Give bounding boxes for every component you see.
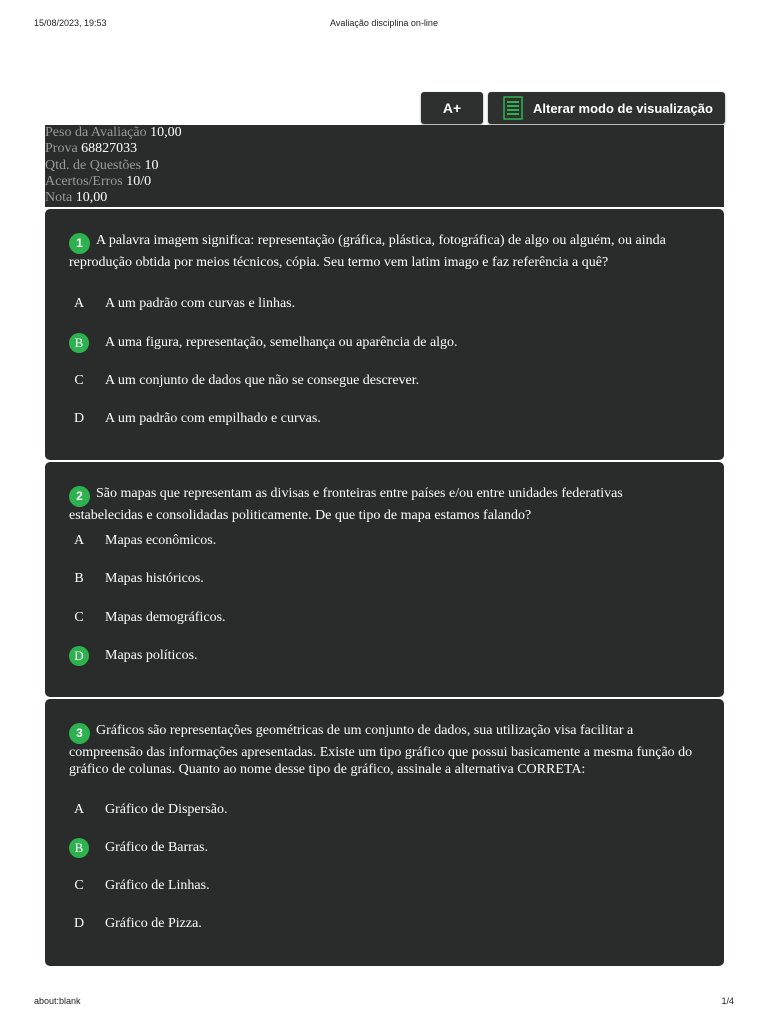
question-card-3 [45,699,724,966]
option-text: A um padrão com empilhado e curvas. [105,411,321,426]
question-number-badge: 2 [69,486,90,507]
option-text: A uma figura, representação, semelhança ou aparência de algo. [105,335,458,350]
view-mode-label: Alterar modo de visualização [533,100,713,116]
summary-score: Acertos/Erros 10/0 [45,173,152,189]
option-text: Mapas políticos. [105,648,198,663]
option-b[interactable] [69,569,700,591]
exam-summary [45,125,724,207]
summary-weight: Peso da Avaliação 10,00 [45,125,182,140]
selected-option-badge: B [69,838,89,858]
option-c[interactable] [69,608,700,630]
summary-exam: Prova 68827033 [45,141,138,157]
option-d[interactable] [69,409,700,431]
option-text: Mapas demográficos. [105,610,226,625]
question-text: 3 Gráficos são representações geométricas de um conjunto de dados, sua utilização visa facilitar a compreensão das informações apresentadas. Existe um tipo gráfico que possui basicamente a mesma função do gráfico de colunas. Quanto ao nome desse tipo de gráfico, assinale a alternativa CORRETA: [69,723,693,777]
view-mode-button[interactable] [488,92,725,124]
option-text: Gráfico de Barras. [105,840,209,855]
option-d[interactable] [69,914,700,936]
selected-option-badge: B [69,333,89,353]
option-letter: B [74,571,84,586]
option-letter: A [73,296,85,311]
option-text: Gráfico de Dispersão. [105,802,228,817]
option-a[interactable] [69,294,700,316]
print-url: about:blank [34,996,81,1006]
print-page-number: 1/4 [721,996,734,1006]
option-text: A um conjunto de dados que não se consegue descrever. [105,373,420,388]
question-number-badge: 3 [69,723,90,744]
option-letter: D [73,916,85,931]
option-c[interactable] [69,876,700,898]
option-text: Mapas econômicos. [105,533,217,548]
option-letter: C [74,373,84,388]
question-text: 1 A palavra imagem significa: representação (gráfica, plástica, fotográfica) de algo ou alguém, ou ainda reprodução obtida por meios técnicos, cópia. Seu termo vem latim imago e faz referência a quê? [69,233,666,270]
option-letter: A [73,533,85,548]
option-a[interactable] [69,800,700,822]
print-page-title: Avaliação disciplina on-line [330,18,438,28]
option-d[interactable] [69,646,700,668]
selected-option-badge: D [69,646,89,666]
summary-grade: Nota 10,00 [45,190,108,206]
option-b[interactable] [69,333,700,355]
option-a[interactable] [69,531,700,553]
question-number-badge: 1 [69,233,90,254]
option-text: Gráfico de Pizza. [105,916,202,931]
print-datetime: 15/08/2023, 19:53 [34,18,107,28]
summary-questions: Qtd. de Questões 10 [45,157,159,173]
question-text: 2 São mapas que representam as divisas e fronteiras entre países e/ou entre unidades federativas estabelecidas e consolidadas politicamente. De que tipo de mapa estamos falando? [69,486,623,523]
option-text: Mapas históricos. [105,571,204,586]
option-b[interactable] [69,838,700,860]
option-letter: C [74,878,84,893]
document-icon [503,96,523,120]
option-c[interactable] [69,371,700,393]
question-card-2 [45,462,724,697]
question-card-1 [45,209,724,460]
option-letter: A [73,802,85,817]
option-text: A um padrão com curvas e linhas. [105,296,296,311]
option-text: Gráfico de Linhas. [105,878,210,893]
option-letter: D [73,411,85,426]
option-letter: C [74,610,84,625]
font-size-button[interactable]: A+ [421,92,483,124]
